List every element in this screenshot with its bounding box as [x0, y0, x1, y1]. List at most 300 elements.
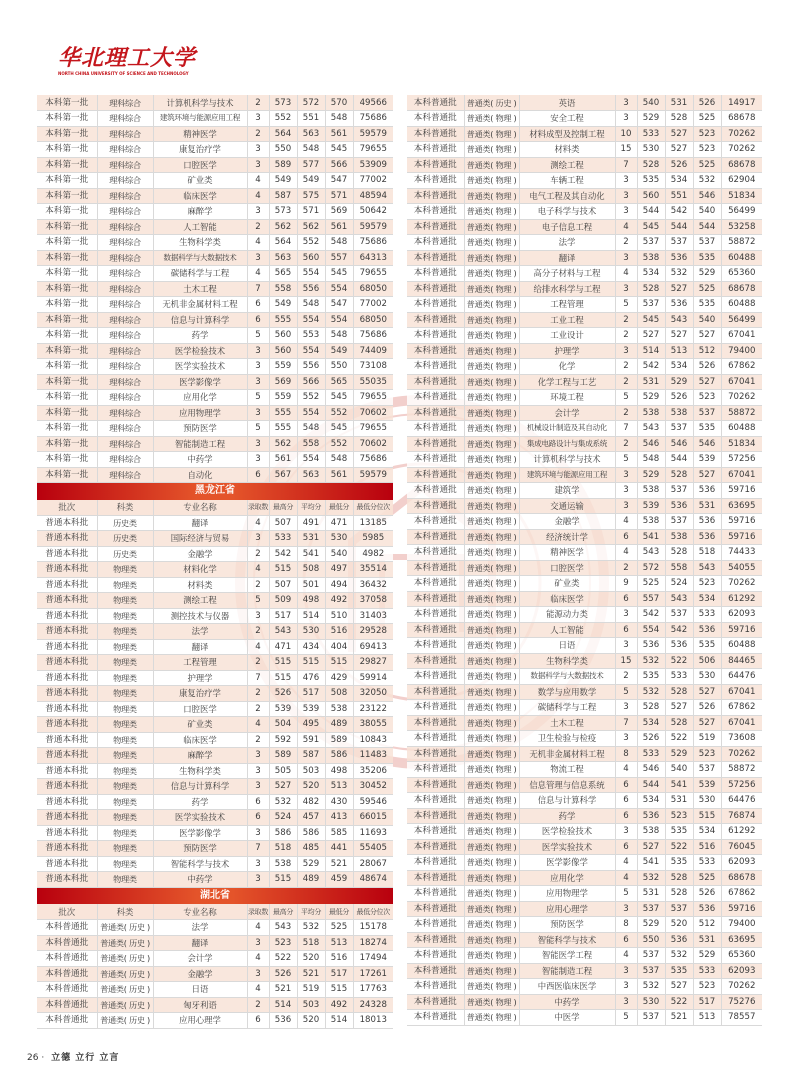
- cell-max-score: 564: [269, 235, 297, 251]
- table-row: [37, 624, 393, 640]
- table-row: [407, 235, 762, 251]
- table-row: [37, 872, 393, 888]
- cell-min-rank: 68678: [721, 870, 762, 886]
- cell-min-score: 557: [325, 250, 353, 266]
- table-row: [407, 576, 762, 592]
- cell-batch: 普通本科批: [37, 856, 97, 872]
- cell-max-score: 541: [637, 855, 665, 871]
- cell-category: 理科综合: [97, 374, 153, 390]
- cell-max-score: 546: [637, 762, 665, 778]
- cell-major: 麻醉学: [153, 204, 247, 220]
- cell-min-rank: 68678: [721, 281, 762, 297]
- cell-admitted: 2: [615, 359, 637, 375]
- cell-min-rank: 29528: [353, 624, 393, 640]
- cell-major: 卫生检验与检疫: [519, 731, 615, 747]
- cell-min-rank: 59546: [353, 794, 393, 810]
- cell-min-score: 561: [325, 467, 353, 483]
- cell-batch: 本科普通批: [407, 266, 464, 282]
- cell-max-score: 538: [637, 514, 665, 530]
- cell-batch: 本科普通批: [407, 157, 464, 173]
- cell-admitted: 5: [615, 452, 637, 468]
- cell-max-score: 531: [637, 886, 665, 902]
- cell-min-rank: 67041: [721, 467, 762, 483]
- cell-admitted: 3: [615, 173, 637, 189]
- cell-admitted: 6: [615, 777, 637, 793]
- cell-batch: 本科第一批: [37, 95, 97, 111]
- cell-min-rank: 68678: [721, 157, 762, 173]
- cell-min-score: 527: [693, 328, 721, 344]
- cell-max-score: 539: [269, 701, 297, 717]
- cell-max-score: 526: [269, 966, 297, 982]
- cell-min-rank: 67041: [721, 684, 762, 700]
- cell-min-score: 571: [325, 188, 353, 204]
- cell-max-score: 552: [269, 111, 297, 127]
- cell-major: 会计学: [153, 951, 247, 967]
- cell-min-rank: 61292: [721, 824, 762, 840]
- cell-batch: 本科第一批: [37, 173, 97, 189]
- cell-category: 物理类: [97, 779, 153, 795]
- cell-min-rank: 59579: [353, 467, 393, 483]
- cell-admitted: 3: [247, 405, 269, 421]
- cell-admitted: 3: [615, 731, 637, 747]
- table-row: [407, 839, 762, 855]
- cell-min-score: 523: [693, 390, 721, 406]
- cell-min-score: 529: [693, 266, 721, 282]
- cell-avg-score: 548: [297, 142, 325, 158]
- cell-min-rank: 35206: [353, 763, 393, 779]
- cell-major: 电子信息工程: [519, 219, 615, 235]
- cell-category: 普通类( 物理 ): [464, 638, 519, 654]
- cell-category: 普通类( 物理 ): [464, 870, 519, 886]
- cell-avg-score: 558: [665, 560, 693, 576]
- cell-avg-score: 491: [297, 515, 325, 531]
- cell-min-score: 526: [693, 886, 721, 902]
- table-row: [37, 701, 393, 717]
- cell-avg-score: 566: [297, 374, 325, 390]
- cell-min-rank: 79655: [353, 421, 393, 437]
- cell-avg-score: 536: [665, 638, 693, 654]
- cell-category: 物理类: [97, 872, 153, 888]
- cell-min-rank: 67862: [721, 359, 762, 375]
- cell-batch: 普通本科批: [37, 624, 97, 640]
- cell-max-score: 558: [269, 281, 297, 297]
- cell-category: 普通类( 物理 ): [464, 777, 519, 793]
- cell-min-score: 561: [325, 126, 353, 142]
- cell-batch: 本科普通批: [407, 498, 464, 514]
- cell-batch: 普通本科批: [37, 577, 97, 593]
- cell-min-rank: 57256: [721, 452, 762, 468]
- cell-category: 物理类: [97, 593, 153, 609]
- table-row: [407, 963, 762, 979]
- cell-category: 普通类( 物理 ): [464, 591, 519, 607]
- cell-max-score: 514: [637, 343, 665, 359]
- table-row: [37, 920, 393, 936]
- cell-min-rank: 35514: [353, 562, 393, 578]
- cell-category: 理科综合: [97, 421, 153, 437]
- cell-avg-score: 544: [665, 452, 693, 468]
- cell-min-rank: 10843: [353, 732, 393, 748]
- cell-major: 机械设计制造及其自动化: [519, 421, 615, 437]
- cell-major: 临床医学: [519, 591, 615, 607]
- cell-category: 普通类( 物理 ): [464, 405, 519, 421]
- cell-max-score: 541: [637, 529, 665, 545]
- cell-min-rank: 51834: [721, 436, 762, 452]
- cell-major: 信息与计算科学: [153, 312, 247, 328]
- cell-major: 材料类: [153, 577, 247, 593]
- cell-avg-score: 526: [665, 157, 693, 173]
- table-row: [407, 452, 762, 468]
- table-row: [407, 467, 762, 483]
- cell-category: 普通类( 物理 ): [464, 250, 519, 266]
- table-row: [37, 390, 393, 406]
- cell-major: 人工智能: [153, 219, 247, 235]
- cell-major: 中药学: [519, 994, 615, 1010]
- cell-avg-score: 518: [297, 935, 325, 951]
- cell-avg-score: 515: [297, 655, 325, 671]
- cell-batch: 本科普通批: [407, 219, 464, 235]
- cell-admitted: 4: [615, 855, 637, 871]
- cell-batch: 本科第一批: [37, 297, 97, 313]
- cell-category: 物理类: [97, 624, 153, 640]
- cell-batch: 本科普通批: [407, 948, 464, 964]
- table-row: [407, 126, 762, 142]
- cell-major: 翻译: [519, 250, 615, 266]
- cell-avg-score: 517: [297, 686, 325, 702]
- table-row: [407, 111, 762, 127]
- cell-max-score: 589: [269, 748, 297, 764]
- table-row: [37, 951, 393, 967]
- cell-batch: 普通本科批: [37, 779, 97, 795]
- admissions-table-right: [407, 95, 762, 1026]
- cell-min-score: 526: [693, 95, 721, 111]
- cell-admitted: 4: [247, 173, 269, 189]
- cell-min-score: 517: [693, 994, 721, 1010]
- cell-batch: 本科普通批: [407, 312, 464, 328]
- cell-min-rank: 5985: [353, 531, 393, 547]
- cell-avg-score: 527: [665, 979, 693, 995]
- table-row: [407, 359, 762, 375]
- cell-batch: 本科普通批: [407, 452, 464, 468]
- cell-max-score: 557: [637, 591, 665, 607]
- cell-major: 法学: [519, 235, 615, 251]
- cell-min-rank: 79655: [353, 266, 393, 282]
- cell-min-score: 546: [693, 188, 721, 204]
- cell-major: 信息与计算科学: [519, 793, 615, 809]
- table-row: [407, 219, 762, 235]
- column-header-major: 专业名称: [153, 904, 247, 920]
- cell-max-score: 533: [637, 126, 665, 142]
- cell-category: 理科综合: [97, 188, 153, 204]
- cell-major: 生物科学类: [519, 653, 615, 669]
- cell-max-score: 526: [637, 731, 665, 747]
- cell-avg-score: 527: [665, 126, 693, 142]
- cell-major: 应用心理学: [519, 901, 615, 917]
- cell-category: 普通类( 物理 ): [464, 653, 519, 669]
- table-row: [407, 979, 762, 995]
- cell-admitted: 3: [615, 901, 637, 917]
- cell-category: 普通类( 历史 ): [97, 920, 153, 936]
- cell-max-score: 534: [637, 793, 665, 809]
- cell-major: 应用物理学: [153, 405, 247, 421]
- cell-category: 普通类( 物理 ): [464, 452, 519, 468]
- cell-max-score: 538: [637, 405, 665, 421]
- cell-admitted: 3: [615, 483, 637, 499]
- cell-batch: 本科普通批: [407, 126, 464, 142]
- cell-category: 物理类: [97, 577, 153, 593]
- cell-batch: 本科普通批: [407, 390, 464, 406]
- table-row: [407, 808, 762, 824]
- cell-min-score: 552: [325, 436, 353, 452]
- cell-max-score: 535: [637, 173, 665, 189]
- cell-batch: 本科第一批: [37, 452, 97, 468]
- cell-min-rank: 73608: [721, 731, 762, 747]
- cell-min-rank: 70262: [721, 390, 762, 406]
- cell-category: 普通类( 物理 ): [464, 498, 519, 514]
- cell-category: 理科综合: [97, 219, 153, 235]
- cell-major: 环境工程: [519, 390, 615, 406]
- cell-admitted: 3: [247, 436, 269, 452]
- cell-min-rank: 49566: [353, 95, 393, 111]
- cell-category: 普通类( 物理 ): [464, 793, 519, 809]
- cell-major: 医学实验技术: [153, 810, 247, 826]
- cell-min-score: 527: [693, 467, 721, 483]
- cell-major: 材料成型及控制工程: [519, 126, 615, 142]
- cell-min-score: 545: [325, 142, 353, 158]
- cell-min-score: 540: [693, 312, 721, 328]
- cell-category: 普通类( 物理 ): [464, 173, 519, 189]
- table-row: [407, 607, 762, 623]
- table-row: [37, 531, 393, 547]
- cell-max-score: 533: [269, 531, 297, 547]
- cell-max-score: 562: [269, 436, 297, 452]
- cell-avg-score: 532: [665, 948, 693, 964]
- cell-min-rank: 77002: [353, 297, 393, 313]
- cell-min-score: 536: [693, 901, 721, 917]
- cell-min-rank: 31403: [353, 608, 393, 624]
- column-header-max-score: 最高分: [269, 500, 297, 516]
- cell-max-score: 521: [269, 982, 297, 998]
- cell-category: 普通类( 物理 ): [464, 762, 519, 778]
- cell-category: 理科综合: [97, 390, 153, 406]
- cell-min-rank: 70602: [353, 436, 393, 452]
- cell-min-score: 515: [325, 655, 353, 671]
- cell-admitted: 3: [615, 979, 637, 995]
- cell-category: 普通类( 物理 ): [464, 994, 519, 1010]
- cell-min-rank: 79655: [353, 390, 393, 406]
- cell-major: 中医学: [519, 1010, 615, 1026]
- table-row: [407, 917, 762, 933]
- table-row: [37, 655, 393, 671]
- table-row: [37, 436, 393, 452]
- cell-admitted: 5: [247, 593, 269, 609]
- cell-min-rank: 68050: [353, 312, 393, 328]
- cell-major: 医学影像学: [519, 855, 615, 871]
- cell-min-rank: 70262: [721, 979, 762, 995]
- cell-admitted: 6: [615, 529, 637, 545]
- cell-min-score: 540: [325, 546, 353, 562]
- cell-avg-score: 563: [297, 126, 325, 142]
- cell-admitted: 6: [247, 810, 269, 826]
- cell-avg-score: 528: [665, 467, 693, 483]
- cell-batch: 普通本科批: [37, 670, 97, 686]
- cell-batch: 本科普通批: [407, 932, 464, 948]
- cell-min-rank: 69413: [353, 639, 393, 655]
- cell-min-score: 561: [325, 219, 353, 235]
- cell-major: 信息管理与信息系统: [519, 777, 615, 793]
- cell-major: 计算机科学与技术: [153, 95, 247, 111]
- cell-avg-score: 457: [297, 810, 325, 826]
- cell-min-rank: 79400: [721, 343, 762, 359]
- cell-admitted: 4: [247, 188, 269, 204]
- cell-admitted: 3: [247, 531, 269, 547]
- table-row: [407, 157, 762, 173]
- cell-avg-score: 528: [665, 886, 693, 902]
- cell-max-score: 549: [269, 297, 297, 313]
- cell-avg-score: 571: [297, 204, 325, 220]
- cell-max-score: 504: [269, 717, 297, 733]
- cell-admitted: 3: [615, 700, 637, 716]
- table-row: [37, 608, 393, 624]
- table-row: [407, 421, 762, 437]
- cell-admitted: 2: [247, 95, 269, 111]
- cell-max-score: 569: [269, 374, 297, 390]
- cell-batch: 本科普通批: [407, 855, 464, 871]
- cell-max-score: 534: [637, 715, 665, 731]
- cell-admitted: 4: [247, 515, 269, 531]
- cell-batch: 本科普通批: [407, 731, 464, 747]
- cell-major: 口腔医学: [153, 701, 247, 717]
- table-row: [407, 545, 762, 561]
- province-name: 湖北省: [37, 887, 393, 904]
- cell-category: 普通类( 物理 ): [464, 917, 519, 933]
- table-row: [407, 95, 762, 111]
- cell-major: 翻译: [153, 639, 247, 655]
- cell-avg-score: 521: [665, 1010, 693, 1026]
- table-row: [37, 515, 393, 531]
- cell-min-score: 544: [693, 219, 721, 235]
- cell-category: 普通类( 物理 ): [464, 390, 519, 406]
- cell-min-score: 525: [693, 157, 721, 173]
- cell-batch: 普通本科批: [37, 717, 97, 733]
- cell-min-score: 554: [325, 312, 353, 328]
- table-row: [407, 204, 762, 220]
- cell-admitted: 6: [615, 839, 637, 855]
- cell-min-score: 589: [325, 732, 353, 748]
- cell-admitted: 3: [615, 498, 637, 514]
- cell-avg-score: 520: [297, 1013, 325, 1029]
- cell-avg-score: 554: [297, 452, 325, 468]
- cell-avg-score: 591: [297, 732, 325, 748]
- cell-min-rank: 60488: [721, 638, 762, 654]
- cell-category: 历史类: [97, 546, 153, 562]
- cell-major: 医学实验技术: [153, 359, 247, 375]
- cell-admitted: 6: [615, 793, 637, 809]
- cell-min-rank: 17763: [353, 982, 393, 998]
- column-header-category: 科类: [97, 904, 153, 920]
- cell-category: 理科综合: [97, 250, 153, 266]
- cell-min-score: 526: [693, 700, 721, 716]
- table-row: [37, 546, 393, 562]
- cell-min-rank: 51834: [721, 188, 762, 204]
- table-row: [37, 841, 393, 857]
- cell-admitted: 2: [247, 126, 269, 142]
- cell-max-score: 527: [637, 839, 665, 855]
- cell-category: 普通类( 物理 ): [464, 746, 519, 762]
- cell-min-rank: 76045: [721, 839, 762, 855]
- cell-admitted: 5: [615, 297, 637, 313]
- cell-avg-score: 520: [297, 779, 325, 795]
- cell-max-score: 560: [637, 188, 665, 204]
- cell-category: 理科综合: [97, 126, 153, 142]
- cell-category: 普通类( 历史 ): [97, 935, 153, 951]
- cell-batch: 本科普通批: [407, 1010, 464, 1026]
- cell-admitted: 3: [247, 343, 269, 359]
- cell-max-score: 560: [269, 328, 297, 344]
- cell-category: 物理类: [97, 701, 153, 717]
- cell-min-rank: 50642: [353, 204, 393, 220]
- table-row: [407, 281, 762, 297]
- cell-min-score: 497: [325, 562, 353, 578]
- cell-admitted: 2: [615, 235, 637, 251]
- cell-category: 理科综合: [97, 157, 153, 173]
- table-row: [407, 591, 762, 607]
- cell-major: 应用化学: [153, 390, 247, 406]
- cell-max-score: 549: [269, 173, 297, 189]
- cell-max-score: 567: [269, 467, 297, 483]
- cell-max-score: 573: [269, 204, 297, 220]
- cell-min-score: 471: [325, 515, 353, 531]
- cell-min-score: 545: [325, 266, 353, 282]
- cell-avg-score: 530: [297, 624, 325, 640]
- cell-category: 普通类( 物理 ): [464, 700, 519, 716]
- cell-batch: 本科普通批: [407, 343, 464, 359]
- cell-batch: 本科普通批: [407, 529, 464, 545]
- cell-min-score: 530: [693, 669, 721, 685]
- cell-batch: 本科普通批: [407, 514, 464, 530]
- cell-min-rank: 48594: [353, 188, 393, 204]
- cell-max-score: 515: [269, 562, 297, 578]
- cell-max-score: 538: [637, 824, 665, 840]
- cell-max-score: 535: [637, 669, 665, 685]
- cell-admitted: 4: [247, 266, 269, 282]
- cell-category: 物理类: [97, 732, 153, 748]
- cell-min-score: 585: [325, 825, 353, 841]
- cell-batch: 本科第一批: [37, 374, 97, 390]
- cell-min-score: 548: [325, 328, 353, 344]
- cell-min-rank: 58872: [721, 762, 762, 778]
- cell-max-score: 537: [637, 948, 665, 964]
- cell-batch: 普通本科批: [37, 732, 97, 748]
- cell-admitted: 5: [615, 390, 637, 406]
- cell-batch: 本科普通批: [407, 979, 464, 995]
- cell-min-rank: 13185: [353, 515, 393, 531]
- cell-batch: 本科第一批: [37, 188, 97, 204]
- cell-min-rank: 58872: [721, 235, 762, 251]
- cell-batch: 本科第一批: [37, 467, 97, 483]
- cell-admitted: 3: [247, 825, 269, 841]
- cell-max-score: 530: [637, 994, 665, 1010]
- cell-batch: 本科第一批: [37, 157, 97, 173]
- cell-max-score: 538: [269, 856, 297, 872]
- cell-min-score: 527: [693, 374, 721, 390]
- cell-major: 化学: [519, 359, 615, 375]
- cell-major: 生物科学类: [153, 235, 247, 251]
- cell-category: 物理类: [97, 670, 153, 686]
- cell-min-score: 498: [325, 763, 353, 779]
- cell-admitted: 3: [615, 638, 637, 654]
- table-row: [407, 173, 762, 189]
- cell-category: 普通类( 物理 ): [464, 374, 519, 390]
